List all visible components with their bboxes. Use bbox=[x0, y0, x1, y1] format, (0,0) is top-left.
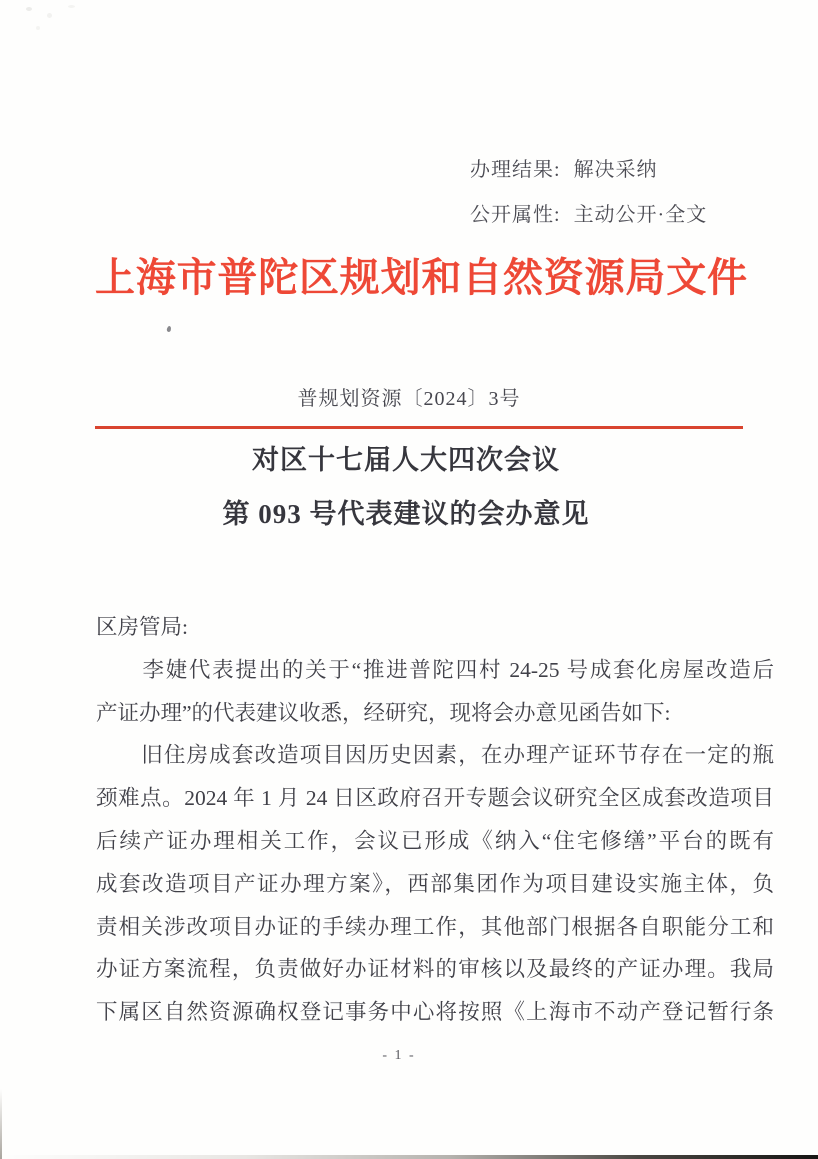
document-body bbox=[96, 606, 774, 1034]
scan-bottom-edge bbox=[0, 1155, 818, 1159]
agency-masthead-title: 上海市普陀区规划和自然资源局文件 bbox=[95, 255, 747, 300]
handling-result-line bbox=[470, 148, 707, 193]
scan-noise-speck bbox=[68, 5, 75, 8]
body-line: 产证办理”的代表建议收悉，经研究，现将会办意见函告如下: bbox=[96, 700, 671, 725]
masthead-red-rule bbox=[95, 426, 743, 429]
body-line: 旧住房成套改造项目因历史因素，在办理产证环节存在一定的瓶 bbox=[96, 743, 774, 768]
document-title-line-2: 第 093 号代表建议的会办意见 bbox=[222, 499, 590, 529]
salutation-line: 区房管局: bbox=[96, 615, 188, 639]
publicity-attribute-label: 公开属性: bbox=[470, 204, 561, 226]
ink-dot-artifact bbox=[166, 326, 171, 333]
scan-noise-speck bbox=[26, 7, 32, 11]
body-line: 李婕代表提出的关于“推进普陀四村 24-25 号成套化房屋改造后 bbox=[96, 657, 774, 682]
body-line: 成套改造项目产证办理方案》，西部集团作为项目建设实施主体，负 bbox=[96, 871, 774, 896]
handling-result-label: 办理结果: bbox=[470, 159, 561, 181]
publicity-attribute-line bbox=[470, 193, 707, 238]
body-line: 后续产证办理相关工作，会议已形成《纳入“住宅修缮”平台的既有 bbox=[96, 828, 774, 853]
document-title-line-1: 对区十七届人大四次会议 bbox=[252, 445, 560, 475]
body-line: 办证方案流程，负责做好办证材料的审核以及最终的产证办理。我局 bbox=[96, 957, 774, 982]
handling-result-value: 解决采纳 bbox=[573, 159, 658, 181]
scan-left-edge bbox=[0, 1089, 2, 1159]
document-number: 普规划资源〔2024〕3号 bbox=[297, 388, 521, 410]
body-line: 责相关涉改项目办证的手续办理工作，其他部门根据各自职能分工和 bbox=[96, 914, 774, 939]
scan-noise-speck bbox=[36, 26, 40, 30]
body-line: 下属区自然资源确权登记事务中心将按照《上海市不动产登记暂行条 bbox=[96, 1000, 774, 1025]
page-number: - 1 - bbox=[382, 1048, 416, 1063]
scan-noise-speck bbox=[47, 13, 52, 18]
publicity-attribute-value: 主动公开·全文 bbox=[573, 204, 708, 226]
body-line: 颈难点。2024 年 1 月 24 日区政府召开专题会议研究全区成套改造项目 bbox=[96, 786, 774, 811]
meta-block bbox=[470, 148, 707, 238]
